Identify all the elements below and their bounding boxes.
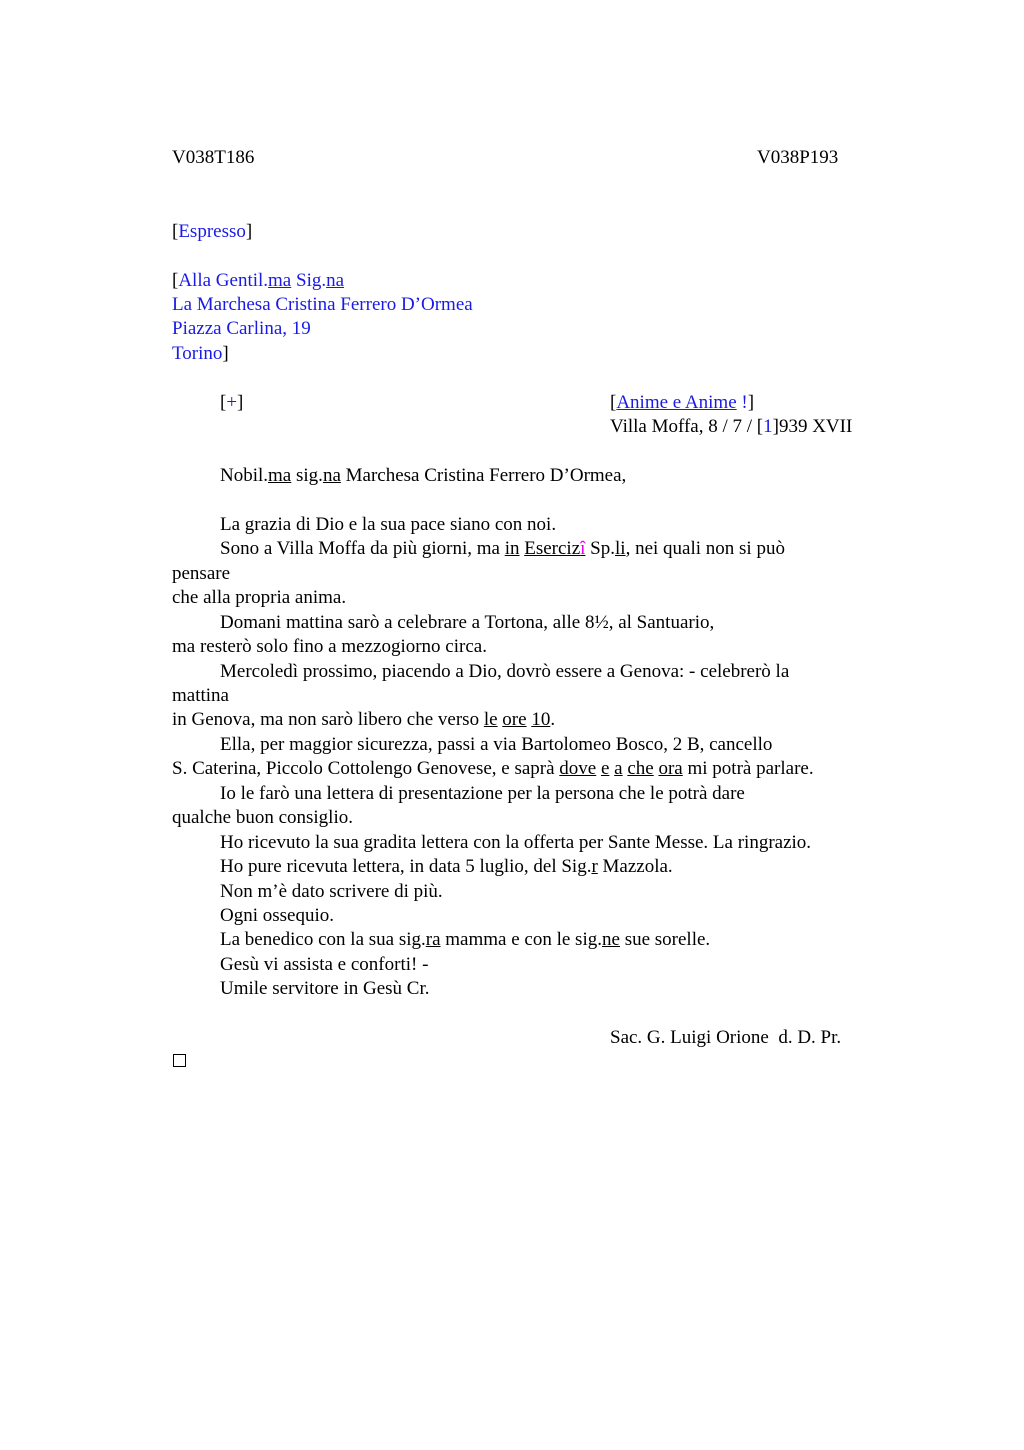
body-line: ma resterò solo fino a mezzogiorno circa. xyxy=(172,636,487,657)
body-line: Ogni ossequio. xyxy=(220,905,334,926)
body-line: Umile servitore in Gesù Cr. xyxy=(220,978,430,999)
address-line-2: La Marchesa Cristina Ferrero D’Ormea xyxy=(172,294,473,315)
body-line: mattina xyxy=(172,685,229,706)
motto: [Anime e Anime !] xyxy=(610,392,755,413)
body-line: Domani mattina sarò a celebrare a Tortona, alle 8½, al Santuario, xyxy=(220,612,715,633)
body-line: in Genova, ma non sarò libero che verso le ore 10. xyxy=(172,709,556,730)
right-document-code: V038P193 xyxy=(757,147,839,168)
cross-sign: [+] xyxy=(220,392,244,413)
salutation: Nobil.ma sig.na Marchesa Cristina Ferrero D’Ormea, xyxy=(220,465,627,486)
body-line: La grazia di Dio e la sua pace siano con noi. xyxy=(220,514,557,535)
signature: Sac. G. Luigi Orione d. D. Pr. xyxy=(610,1027,842,1048)
espresso-note: [Espresso] xyxy=(172,221,253,242)
address-line-1: [Alla Gentil.ma Sig.na xyxy=(172,270,345,291)
highlighted-letter: î xyxy=(580,538,586,559)
address-line-3: Piazza Carlina, 19 xyxy=(172,318,311,339)
body-line: Mercoledì prossimo, piacendo a Dio, dovrò essere a Genova: - celebrerò la xyxy=(220,661,790,682)
body-line: Ho ricevuto la sua gradita lettera con la offerta per Sante Messe. La ringrazio. xyxy=(220,832,812,853)
dateline: Villa Moffa, 8 / 7 / [1]939 XVII xyxy=(610,416,853,437)
left-document-code: V038T186 xyxy=(172,147,255,168)
body-line: Ella, per maggior sicurezza, passi a via Bartolomeo Bosco, 2 B, cancello xyxy=(220,734,773,755)
body-line: qualche buon consiglio. xyxy=(172,807,353,828)
body-line: Io le farò una lettera di presentazione per la persona che le potrà dare xyxy=(220,783,745,804)
body-line: pensare xyxy=(172,563,231,584)
body-line: che alla propria anima. xyxy=(172,587,347,608)
body-line: Non m’è dato scrivere di più. xyxy=(220,881,443,902)
body-line: Sono a Villa Moffa da più giorni, ma in Esercizî Sp.li, nei quali non si può xyxy=(220,538,785,559)
address-line-4: Torino] xyxy=(172,343,229,364)
body-line: S. Caterina, Piccolo Cottolengo Genovese, e saprà dove e a che ora mi potrà parlare. xyxy=(172,758,814,779)
end-marker-square xyxy=(173,1054,186,1067)
body-line: La benedico con la sua sig.ra mamma e con le sig.ne sue sorelle. xyxy=(220,929,711,950)
body-line: Ho pure ricevuta lettera, in data 5 luglio, del Sig.r Mazzola. xyxy=(220,856,673,877)
body-line: Gesù vi assista e conforti! - xyxy=(220,954,429,975)
